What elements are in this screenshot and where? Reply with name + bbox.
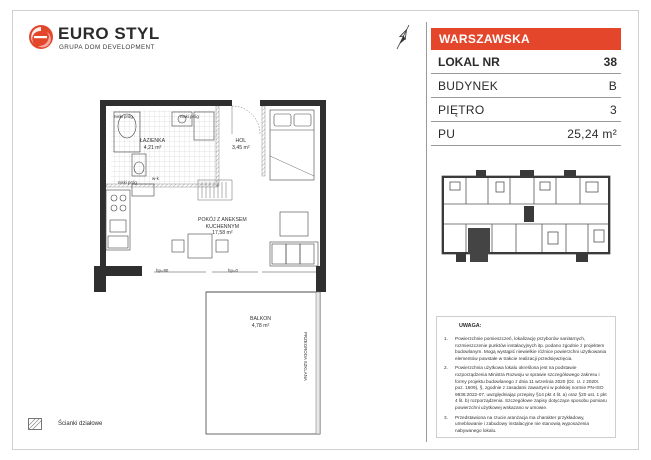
- room-name: ŁAZIENKA: [140, 138, 166, 144]
- info-row-building: [431, 74, 621, 98]
- euro-styl-logo-icon: [28, 24, 54, 50]
- info-label: LOKAL NR: [438, 55, 500, 69]
- room-name: BALKON: [250, 316, 272, 322]
- note-number: 1.: [444, 336, 448, 341]
- info-row-area: [431, 122, 621, 146]
- hp0-label: hp=0: [228, 268, 238, 273]
- room-area: 3,45 m²: [232, 144, 250, 151]
- unit-info-panel: [431, 28, 621, 146]
- vertical-divider: [426, 22, 427, 442]
- wk-label: w-k: [152, 176, 159, 181]
- info-label: PU: [438, 127, 456, 141]
- notes-title: UWAGA:: [459, 323, 482, 329]
- room-balcony: [250, 316, 271, 329]
- note-item: [443, 336, 609, 362]
- brand-tagline: GRUPA DOM DEVELOPMENT: [59, 44, 155, 51]
- note-number: 3.: [444, 414, 448, 420]
- info-label: PIĘTRO: [438, 103, 485, 117]
- notes-box: [436, 316, 616, 438]
- partition-wall-swatch-icon: [28, 418, 42, 430]
- note-text: Przedstawiona na rzucie aranżacja ma charakter przykładowy, umeblowanie i zabudowy instalacyjne nie stanowią wyposażenia nabywanego lokalu.: [455, 414, 589, 433]
- info-label: BUDYNEK: [438, 79, 499, 93]
- room-area: 17,58 m²: [212, 230, 233, 236]
- info-row-unit: [431, 50, 621, 74]
- building-key-plan: [436, 168, 618, 276]
- niski-prog-label: niski próg: [180, 114, 199, 119]
- info-value: 38: [603, 55, 617, 69]
- floor-plan-drawing: [94, 96, 326, 438]
- note-text: Powierzchnia użytkowa lokalu określona jest na podstawie rozporządzenia Ministra Rozwoju w sprawie szczegółowego zakresu i formy projektu budowlanego z dnia 11 września 2020 (Dz. U. z 2020r. poz. 1609), §, zgodnie z zasadami zawartymi w polskiej normie PN-ISO 9836:2022-07, uwzględniając przepisy §14 pkt 4 lit. a) oraz §20 ust. 1 pkt 4 lit. b) rozporządzenia. Szczegółowe zapisy dotyczące sposobu pomiaru powierzchni użytkowej wskazano w umowie.: [455, 365, 607, 410]
- note-item: [443, 365, 609, 411]
- floor-plan: [94, 96, 326, 438]
- highlighted-unit: [468, 228, 490, 254]
- note-number: 2.: [444, 365, 448, 371]
- glass-partition-label: PRZEGRODA SZKLANA: [303, 332, 308, 381]
- hp90-label: hp=90: [156, 268, 169, 273]
- info-row-floor: [431, 98, 621, 122]
- brand-logo: [28, 22, 178, 62]
- north-arrow-icon: [394, 24, 412, 50]
- room-name-line: POKÓJ Z ANEKSEM: [198, 217, 247, 223]
- note-text: Powierzchnie pomieszczeń, lokalizację przyborów sanitarnych, rozmieszczenie punktów instalacyjnych itp. podano zgodnie z projektem budowlanym. Mogą wystąpić niewielkie różnice powierzchni użytkowania elementów powstałe w trakcie realizacji przedsięwzięcia.: [455, 336, 607, 361]
- room-bathroom: [140, 138, 165, 151]
- room-hall: [232, 138, 250, 151]
- room-area: 4,21 m²: [143, 144, 162, 151]
- note-item: [443, 415, 609, 435]
- room-living: [198, 217, 247, 237]
- room-area: 4,78 m²: [251, 322, 270, 329]
- room-name: HOL: [235, 138, 247, 144]
- niski-prog-label: niski próg: [114, 114, 133, 119]
- project-name: WARSZAWSKA: [431, 28, 621, 50]
- info-value: 3: [610, 103, 617, 117]
- room-name-line: KUCHENNYM: [205, 223, 240, 230]
- legend-label: Ścianki działowe: [58, 421, 103, 427]
- info-value: 25,24 m²: [567, 127, 617, 141]
- info-value: B: [608, 79, 617, 93]
- niski-prog-label: niski próg: [118, 180, 137, 185]
- brand-name: EURO STYL: [58, 24, 160, 43]
